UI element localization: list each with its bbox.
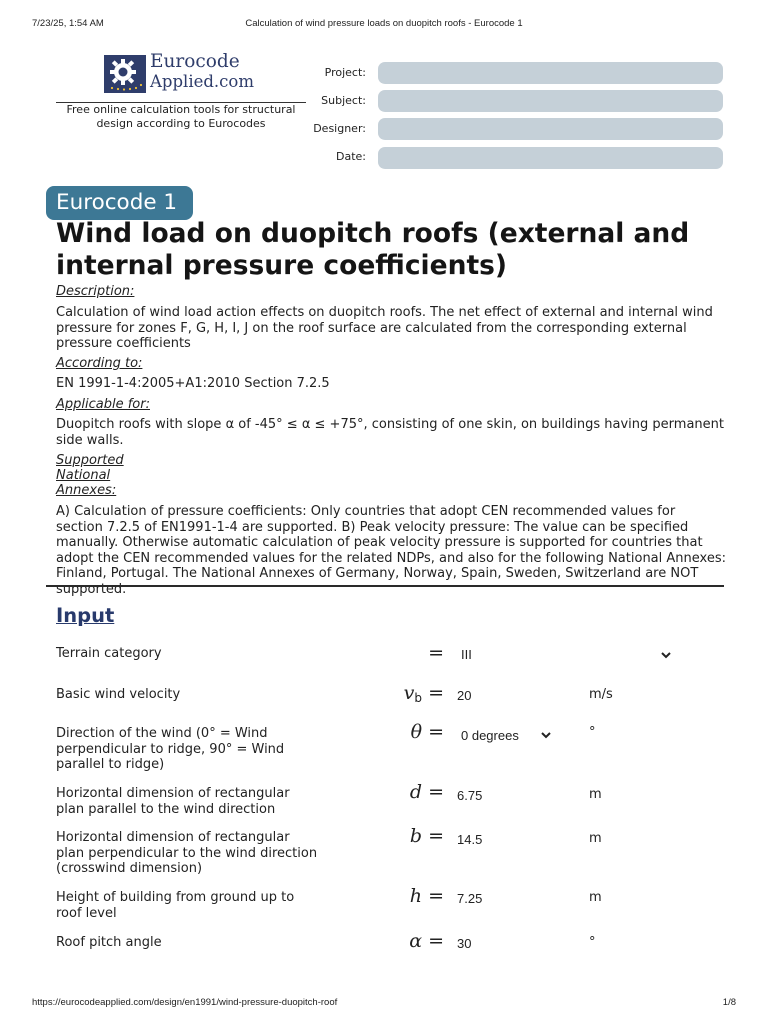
tagline: Free online calculation tools for structural design according to Eurocodes (66, 103, 296, 130)
terrain-label: Terrain category (56, 646, 162, 661)
subject-field[interactable] (378, 90, 723, 112)
alpha-input[interactable]: 30 (457, 936, 472, 951)
theta-unit: ° (589, 725, 596, 740)
d-symbol-main: d (409, 781, 423, 803)
h-equals: = (422, 885, 444, 907)
applicable-label: Applicable for: (56, 397, 150, 412)
theta-symbol (411, 721, 444, 743)
alpha-equals: = (422, 930, 444, 952)
d-equals: = (422, 781, 444, 803)
print-url: https://eurocodeapplied.com/design/en1991/wind-pressure-duopitch-roof (32, 997, 338, 1008)
h-unit: m (589, 890, 602, 905)
project-label: Project: (324, 66, 366, 79)
alpha-symbol (409, 930, 444, 952)
vb-symbol-sub: b (414, 691, 423, 705)
annexes-label-2: National (56, 468, 111, 483)
date-label: Date: (336, 150, 366, 163)
vb-input[interactable]: 20 (457, 688, 472, 703)
section-divider (46, 585, 724, 587)
annexes-label-3: Annexes: (56, 483, 117, 498)
page-title: Wind load on duopitch roofs (external and internal pressure coefficients) (56, 218, 690, 281)
h-input[interactable]: 7.25 (457, 891, 483, 906)
vb-symbol (404, 682, 444, 705)
chevron-down-icon (660, 649, 672, 661)
theta-equals: = (422, 721, 444, 743)
d-symbol (410, 781, 444, 803)
gear-logo-icon (104, 55, 146, 93)
h-symbol-main: h (409, 885, 423, 907)
logo-domain: .com (213, 72, 254, 91)
alpha-label: Roof pitch angle (56, 935, 162, 950)
designer-field[interactable] (378, 118, 723, 140)
print-title: Calculation of wind pressure loads on duopitch roofs - Eurocode 1 (245, 18, 523, 29)
b-label: Horizontal dimension of rectangular plan perpendicular to the wind direction (crosswind dimension) (56, 830, 318, 876)
print-date: 7/23/25, 1:54 AM (32, 18, 104, 29)
h-symbol (410, 885, 444, 907)
vb-label: Basic wind velocity (56, 687, 181, 702)
annexes-label-1: Supported (56, 453, 124, 468)
b-symbol-main: b (409, 825, 423, 847)
theta-select-value: 0 degrees (461, 728, 519, 743)
input-heading: Input (56, 604, 115, 627)
eurocode-badge: Eurocode 1 (46, 186, 193, 220)
b-symbol (410, 825, 444, 847)
terrain-select[interactable] (455, 642, 677, 666)
theta-label: Direction of the wind (0° = Wind perpendicular to ridge, 90° = Wind parallel to ridge) (56, 726, 285, 772)
description-label: Description: (56, 284, 135, 299)
logo-line-2 (150, 72, 254, 92)
alpha-unit: ° (589, 935, 596, 950)
according-text: EN 1991-1-4:2005+A1:2010 Section 7.2.5 (56, 376, 330, 391)
vb-symbol-main: v (403, 682, 415, 704)
d-unit: m (589, 787, 602, 802)
d-label: Horizontal dimension of rectangular plan parallel to the wind direction (56, 786, 290, 817)
date-field[interactable] (378, 147, 723, 169)
vb-unit: m/s (589, 687, 613, 702)
b-unit: m (589, 831, 602, 846)
chevron-down-icon (540, 729, 552, 741)
theta-select[interactable] (455, 722, 559, 746)
vb-equals: = (422, 682, 444, 704)
print-page-number: 1/8 (722, 997, 736, 1008)
subject-label: Subject: (321, 94, 366, 107)
annexes-text: A) Calculation of pressure coefficients: Only countries that adopt CEN recommended values for section 7.2.5 of EN1991-1-4 are supported. B) Peak velocity pressure: The value can be specified manually. Otherwise automatic calculation of peak velocity pressure is supported for countries that adopt the CEN recommended values for the related NDPs, and also for the following National Annexes: Finland, Portugal. The National Annexes of Germany, Norway, Spain, Sweden, Switzerland are NOT supported. (56, 504, 726, 597)
alpha-symbol-main: α (409, 930, 423, 952)
b-equals: = (422, 825, 444, 847)
terrain-select-value: III (461, 647, 472, 662)
d-input[interactable]: 6.75 (457, 788, 483, 803)
according-label: According to: (56, 356, 143, 371)
project-field[interactable] (378, 62, 723, 84)
applicable-text: Duopitch roofs with slope α of -45° ≤ α ≤ +75°, consisting of one skin, on buildings having permanent side walls. (56, 417, 724, 448)
terrain-equals: = (428, 642, 444, 664)
description-text: Calculation of wind load action effects on duopitch roofs. The net effect of external and internal wind pressure for zones F, G, H, I, J on the roof surface are calculated from the corresponding external pressure coefficients (56, 305, 713, 351)
logo-applied: Applied (150, 72, 214, 91)
logo-line-1: Eurocode (150, 51, 240, 72)
b-input[interactable]: 14.5 (457, 832, 483, 847)
h-label: Height of building from ground up to roof level (56, 890, 295, 921)
designer-label: Designer: (313, 122, 366, 135)
site-logo[interactable] (150, 52, 254, 92)
theta-symbol-main: θ (410, 721, 423, 743)
